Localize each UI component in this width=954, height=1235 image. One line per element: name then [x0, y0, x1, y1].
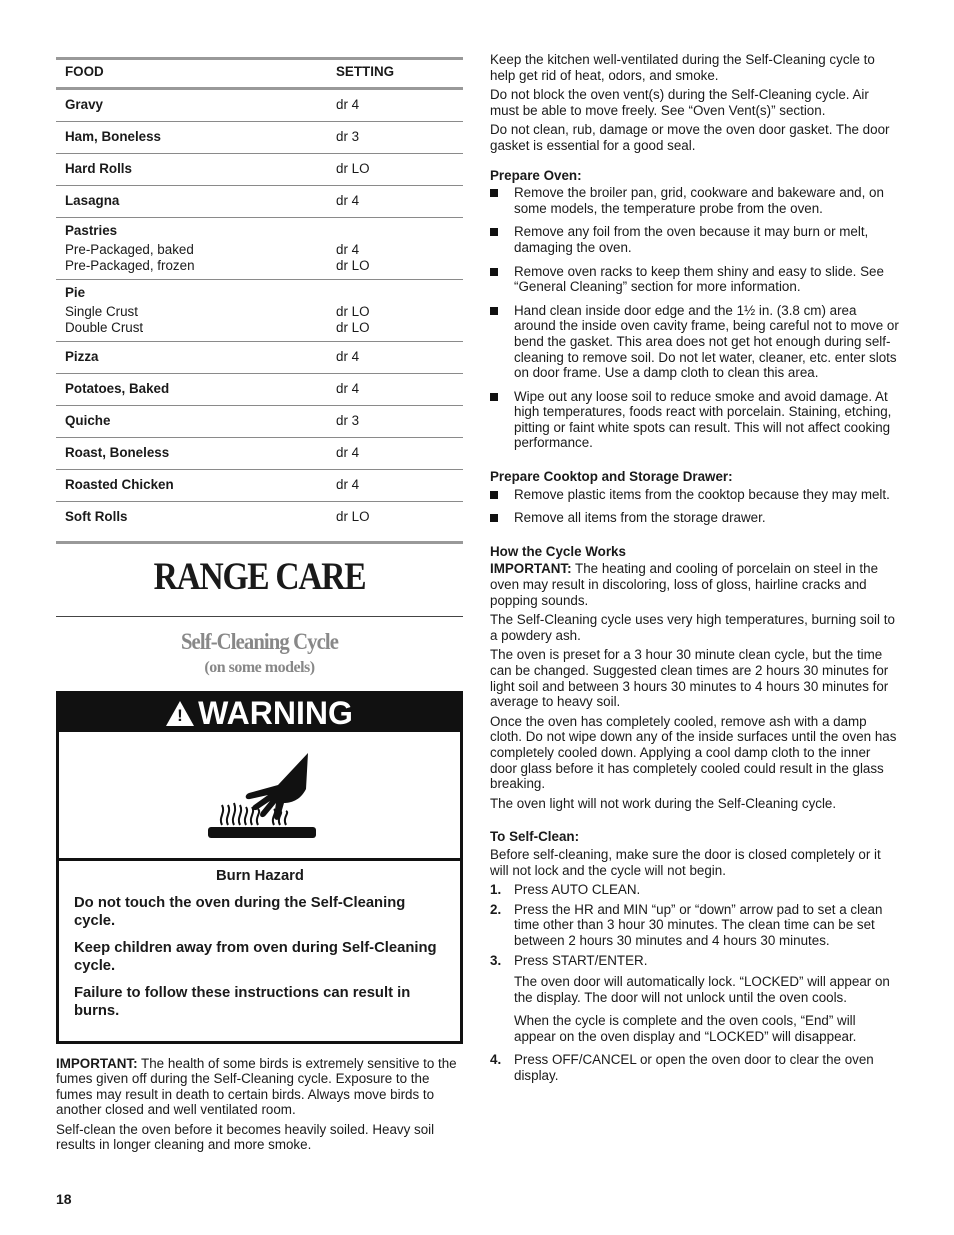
important-label: IMPORTANT: — [56, 1055, 138, 1071]
step-note: When the cycle is complete and the oven cools, “End” will appear on the oven display and “LOCKED” will disappear. — [514, 1013, 857, 1044]
step-text: Press OFF/CANCEL or open the oven door to clear the oven display. — [514, 1052, 874, 1084]
list-item: Wipe out any loose soil to reduce smoke and avoid damage. At high temperatures, foods react with porcelain. Staining, etching, pitting or faint white spots can result. This will not affect cooking performance. — [490, 389, 900, 451]
paragraph: Do not clean, rub, damage or move the oven door gasket. The door gasket is essential for a good seal. — [490, 122, 890, 153]
list-item: Remove plastic items from the cooktop because they may melt. — [490, 487, 900, 503]
paragraph: Before self-cleaning, make sure the door is closed completely or it will not lock and the cycle will not begin. — [490, 846, 881, 878]
setting-value: dr LO — [336, 319, 370, 335]
setting-value: dr LO — [336, 257, 370, 273]
step-number: 4. — [490, 1052, 502, 1068]
setting-value: dr 4 — [336, 193, 360, 208]
setting-value: dr 3 — [336, 413, 360, 428]
setting-cell — [327, 218, 463, 279]
heading-to-self-clean: To Self-Clean: — [490, 829, 580, 845]
setting-value: dr 4 — [336, 97, 360, 112]
food-sub: Pre-Packaged, baked — [65, 242, 194, 257]
hazard-title: Burn Hazard — [216, 868, 304, 884]
list-item: Remove the broiler pan, grid, cookware and bakeware and, on some models, the temperature probe from the oven. — [490, 185, 900, 216]
paragraph: The oven is preset for a 3 hour 30 minute clean cycle, but the time can be changed. Suggested clean times are 2 hours 30 minutes for light soil and between 3 hours 30 minutes to 4 hours 30 minutes for average to heavy soil. — [490, 647, 889, 710]
subsection-title: Self-Cleaning Cycle — [180, 629, 339, 654]
paragraph: The Self-Cleaning cycle uses very high temperatures, burning soil to a powdery ash. — [490, 612, 895, 643]
step-text: Press the HR and MIN “up” or “down” arrow pad to set a clean time other than 3 hour 30 minutes. The clean time can be set between 2 hours 30 minutes and 4 hours 30 minutes. — [514, 901, 883, 948]
food-name: Roasted Chicken — [65, 477, 174, 492]
warning-line: Do not touch the oven during the Self-Cleaning cycle. — [74, 894, 406, 929]
step-item — [490, 953, 900, 969]
divider — [56, 616, 463, 617]
food-name: Potatoes, Baked — [65, 381, 170, 396]
important-text: The health of some birds is extremely sensitive to the fumes given off during the Self-Cleaning cycle. Exposure to the fumes may result in death to certain birds. Always move birds to another closed and well ventilated room. — [56, 1055, 457, 1118]
food-cell — [56, 218, 327, 279]
section-title: RANGE CARE — [153, 555, 366, 598]
food-name: Soft Rolls — [65, 509, 128, 524]
list-item: Hand clean inside door edge and the 1½ in. (3.8 cm) area around the inside oven cavity frame, being careful not to move or bend the gasket. This area does not get hot enough during self-cleaning to remove soil. Do not let water, cleaner, etc. enter slots on door frame. Use a damp cloth to clean this area. — [490, 303, 900, 381]
food-name: Pastries — [65, 223, 118, 238]
heading-prepare-cooktop: Prepare Cooktop and Storage Drawer: — [490, 469, 733, 485]
left-column — [56, 57, 463, 1157]
paragraph: Once the oven has completely cooled, remove ash with a damp cloth. Do not wipe down any of the inside surfaces until the oven has completely cooled down. Applying a cool damp cloth to the inner door glass before it has completely cooled could result in the glass breaking. — [490, 713, 897, 792]
header-food: FOOD — [65, 64, 104, 79]
setting-value: dr LO — [336, 161, 370, 176]
page-number: 18 — [56, 1191, 72, 1207]
setting-value: dr 4 — [336, 381, 360, 396]
left-body-text — [56, 1056, 463, 1154]
table-row — [56, 154, 463, 186]
important-paragraph — [56, 1056, 463, 1118]
food-name: Quiche — [65, 413, 111, 428]
paragraph: Keep the kitchen well-ventilated during the Self-Cleaning cycle to help get rid of heat, odors, and smoke. — [490, 52, 875, 83]
table-row — [56, 470, 463, 502]
table-row — [56, 122, 463, 154]
list-item: Remove all items from the storage drawer. — [490, 510, 900, 526]
table-row — [56, 438, 463, 470]
food-sub: Single Crust — [65, 304, 138, 319]
heading-how-cycle: How the Cycle Works — [490, 543, 626, 559]
food-setting-table — [56, 57, 463, 544]
table-row — [56, 186, 463, 218]
step-note: The oven door will automatically lock. “LOCKED” will appear on the display. The door will not unlock until the oven cools. — [514, 974, 890, 1005]
step-item — [490, 1052, 900, 1083]
food-name: Hard Rolls — [65, 161, 132, 176]
table-row — [56, 374, 463, 406]
paragraph: The oven light will not work during the Self-Cleaning cycle. — [490, 795, 837, 811]
food-name: Lasagna — [65, 193, 120, 208]
setting-value: dr 3 — [336, 129, 360, 144]
warning-line: Keep children away from oven during Self-Cleaning cycle. — [74, 939, 437, 974]
step-number: 3. — [490, 952, 502, 968]
setting-value: dr LO — [336, 304, 370, 319]
food-name: Pizza — [65, 349, 99, 364]
setting-value: dr 4 — [336, 445, 360, 460]
setting-cell — [327, 280, 463, 341]
warning-triangle-icon: ! — [166, 701, 194, 726]
table-row — [56, 90, 463, 122]
setting-value: dr 4 — [336, 242, 360, 257]
oven-bullet-list — [490, 185, 900, 451]
paragraph: Do not block the oven vent(s) during the Self-Cleaning cycle. Air must be able to move freely. See “Oven Vent(s)” section. — [490, 87, 869, 118]
step-text: Press START/ENTER. — [514, 952, 648, 968]
table-header — [56, 57, 463, 90]
warning-line: Failure to follow these instructions can result in burns. — [74, 984, 411, 1019]
important-paragraph — [490, 561, 900, 608]
table-row — [56, 502, 463, 544]
setting-value: dr LO — [336, 509, 370, 524]
setting-value: dr 4 — [336, 349, 360, 364]
step-number: 1. — [490, 882, 502, 898]
food-sub: Double Crust — [65, 319, 144, 335]
heading-prepare-oven: Prepare Oven: — [490, 167, 582, 183]
important-text: The heating and cooling of porcelain on steel in the oven may result in discoloring, loss of gloss, hairline cracks and popping sounds. — [490, 561, 879, 608]
warning-body — [59, 861, 460, 1041]
step-item — [490, 882, 900, 898]
header-setting: SETTING — [336, 64, 395, 79]
spacer — [336, 223, 463, 242]
step-item — [490, 902, 900, 949]
warning-header — [59, 694, 460, 732]
table-row — [56, 280, 463, 342]
step-text: Press AUTO CLEAN. — [514, 882, 641, 898]
important-label: IMPORTANT: — [490, 561, 572, 577]
paragraph: Self-clean the oven before it becomes heavily soiled. Heavy soil results in longer cleaning and more smoke. — [56, 1121, 435, 1153]
right-column — [490, 52, 900, 1088]
food-sub: Pre-Packaged, frozen — [65, 257, 195, 273]
food-cell — [56, 280, 327, 341]
table-row — [56, 218, 463, 280]
subsection-subtitle: (on some models) — [204, 659, 315, 676]
list-item: Remove oven racks to keep them shiny and easy to slide. See “General Cleaning” section for more information. — [490, 264, 900, 295]
step-number: 2. — [490, 901, 502, 917]
warning-box — [56, 691, 463, 1044]
setting-value: dr 4 — [336, 477, 360, 492]
cooktop-bullet-list — [490, 487, 900, 526]
warning-label: WARNING — [198, 694, 353, 731]
steps-list — [490, 882, 900, 1084]
food-name: Ham, Boneless — [65, 129, 162, 144]
food-name: Roast, Boneless — [65, 445, 170, 460]
food-name: Gravy — [65, 97, 103, 112]
table-row — [56, 406, 463, 438]
burn-hazard-icon — [59, 732, 460, 861]
table-row — [56, 342, 463, 374]
spacer — [336, 285, 463, 304]
food-name: Pie — [65, 285, 86, 300]
list-item: Remove any foil from the oven because it may burn or melt, damaging the oven. — [490, 224, 900, 255]
